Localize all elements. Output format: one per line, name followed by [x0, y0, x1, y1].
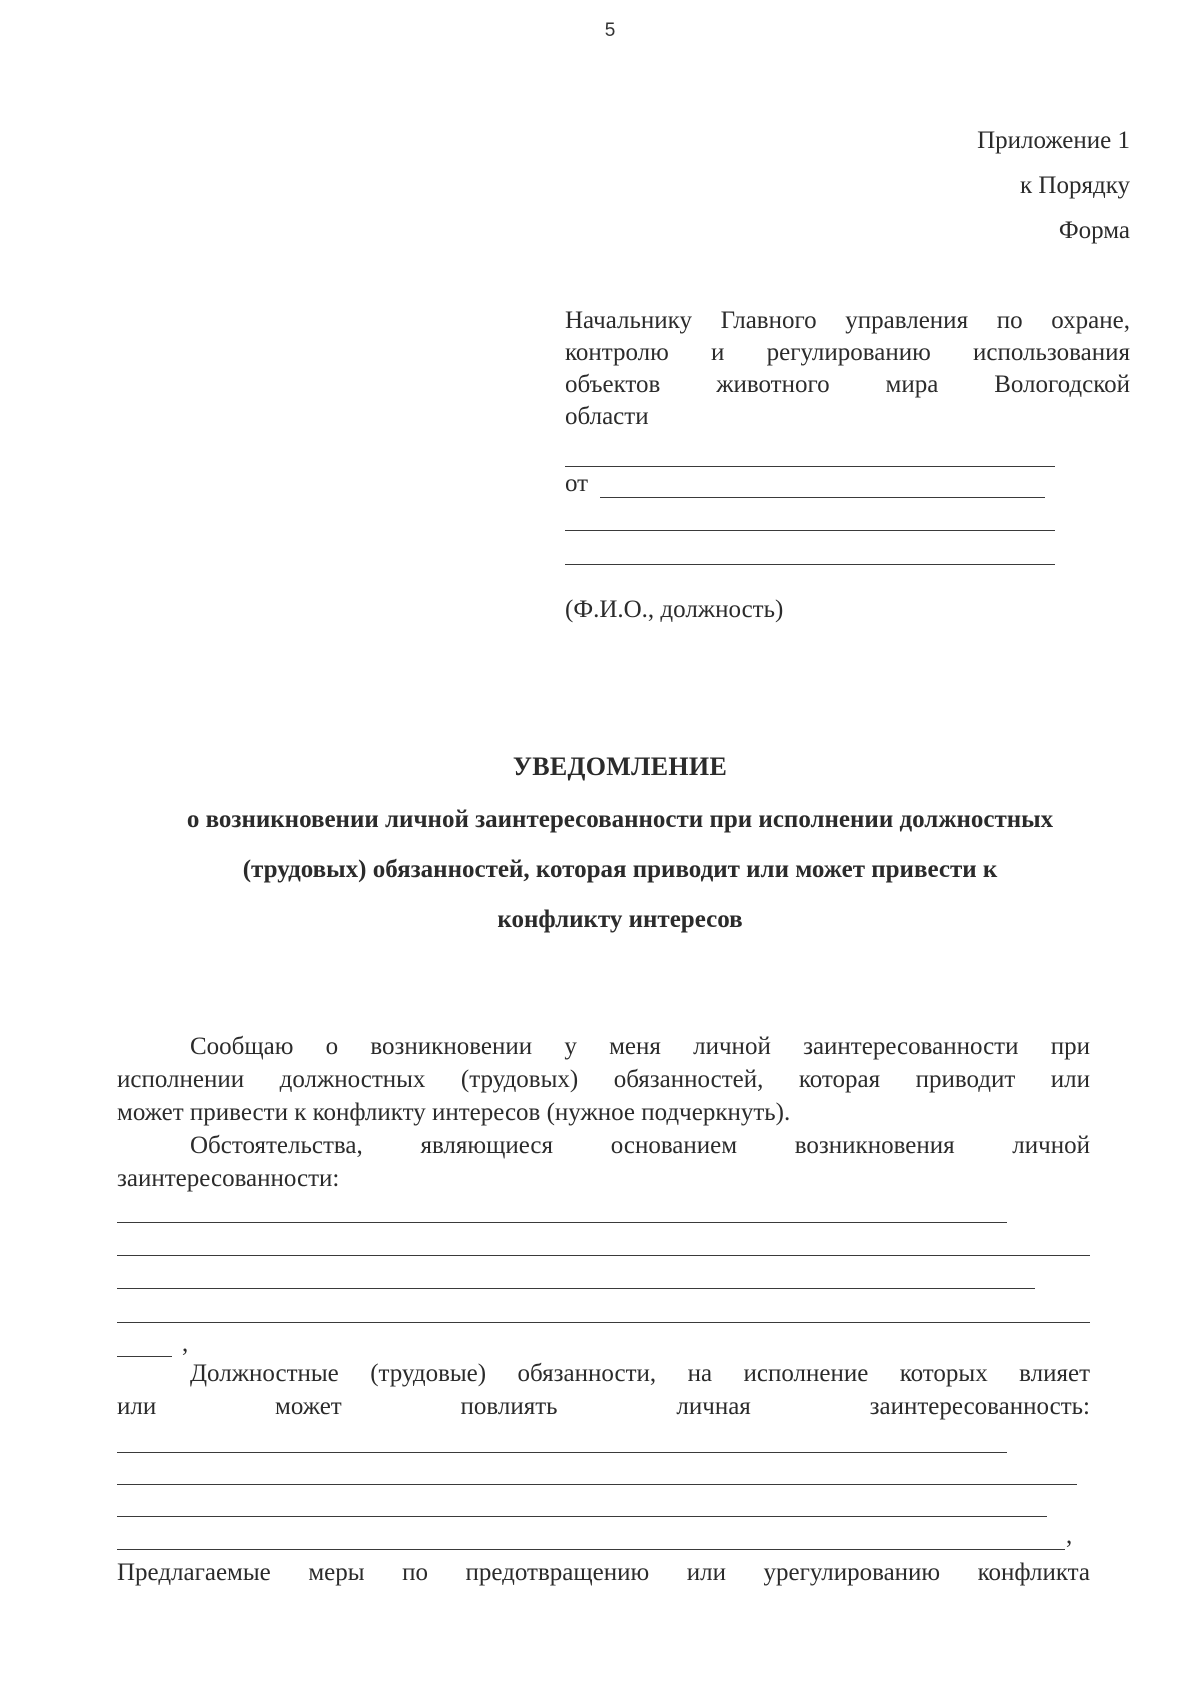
word: повлиять: [460, 1393, 558, 1420]
document-title: УВЕДОМЛЕНИЕ: [512, 752, 728, 781]
document-subtitle-line: конфликту интересов: [497, 906, 743, 933]
addressee-block: [565, 305, 1130, 433]
comma-mark: ,: [1066, 1522, 1073, 1549]
addressee-line: контролю и регулированию использования: [565, 339, 1130, 366]
body-text-line: может привести к конфликту интересов (нужное подчеркнуть).: [117, 1099, 791, 1126]
circumstances-blank-line: [117, 1322, 1090, 1323]
comma-mark: ,: [182, 1330, 189, 1357]
order-reference: к Порядку: [1020, 172, 1130, 199]
addressee-line: Начальнику Главного управления по охране,: [565, 307, 1130, 334]
duties-blank-line: [117, 1516, 1047, 1517]
duties-blank-line: [117, 1452, 1007, 1453]
from-label: от: [565, 470, 589, 497]
circumstances-blank-line: [117, 1255, 1090, 1256]
circumstances-blank-line: [117, 1222, 1007, 1223]
word: заинтересованность:: [869, 1393, 1090, 1420]
body-text-line: Предлагаемые меры по предотвращению или урегулированию конфликта: [117, 1559, 1090, 1586]
page-number: 5: [604, 20, 616, 41]
document-subtitle-line: о возникновении личной заинтересованности при исполнении должностных: [186, 806, 1054, 833]
duties-blank-line: [117, 1549, 1065, 1550]
addressee-blank-line: [565, 466, 1055, 467]
fio-position-note: (Ф.И.О., должность): [565, 596, 784, 623]
body-text-line: исполнении должностных (трудовых) обязанностей, которая приводит или: [117, 1066, 1090, 1093]
sender-blank-line: [565, 564, 1055, 565]
word: личная: [676, 1393, 751, 1420]
sender-blank-line: [565, 530, 1055, 531]
addressee-line: области: [565, 403, 649, 430]
circumstances-blank-line: [117, 1288, 1035, 1289]
body-text-line: [117, 1393, 1090, 1421]
duties-blank-line: [117, 1484, 1077, 1485]
body-text-line: Сообщаю о возникновении у меня личной заинтересованности при: [190, 1033, 1090, 1060]
word: или: [117, 1393, 157, 1420]
body-text-line: Обстоятельства, являющиеся основанием возникновения личной: [190, 1132, 1090, 1159]
addressee-line: объектов животного мира Вологодской: [565, 371, 1130, 398]
word: может: [275, 1393, 342, 1420]
form-label: Форма: [1058, 217, 1130, 244]
body-text-line: заинтересованности:: [117, 1165, 340, 1192]
body-text-line: Должностные (трудовые) обязанности, на исполнение которых влияет: [190, 1360, 1090, 1387]
sender-blank-line: [600, 497, 1045, 498]
document-subtitle-line: (трудовых) обязанностей, которая приводит или может привести к: [242, 856, 998, 883]
appendix-label: Приложение 1: [977, 127, 1130, 154]
circumstances-blank-line: [117, 1356, 172, 1357]
